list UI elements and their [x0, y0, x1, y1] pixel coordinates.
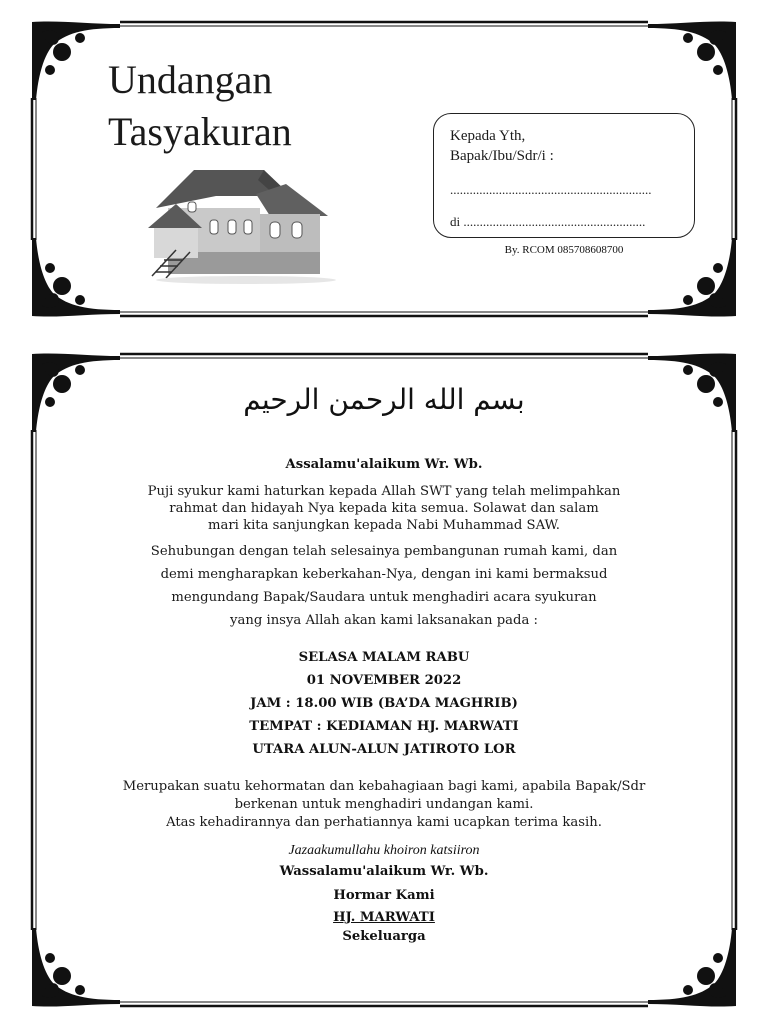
- event-time: JAM : 18.00 WIB (BA’DA MAGHRIB): [250, 696, 518, 711]
- house-illustration: [146, 166, 342, 284]
- prayer-text: Jazaakumullahu khoiron katsiiron: [288, 843, 480, 858]
- text-line: Atas kehadirannya dan perhatiannya kami ucapkan terima kasih.: [166, 815, 602, 830]
- designer-credit: By. RCOM 085708608700: [504, 244, 624, 256]
- paragraph-closing: [88, 778, 680, 832]
- invitation-card: [28, 350, 740, 1010]
- text-line: mengundang Bapak/Saudara untuk menghadiri acara syukuran: [171, 590, 597, 605]
- regards-text: Hormar Kami: [333, 888, 435, 903]
- host-name: HJ. MARWATI: [333, 910, 435, 925]
- recipient-place-line: di ........................................................: [450, 214, 646, 229]
- event-date: 01 NOVEMBER 2022: [306, 673, 462, 688]
- opening-greeting: Assalamu'alaikum Wr. Wb.: [285, 457, 483, 472]
- paragraph-invitation: [88, 540, 680, 632]
- text-line: berkenan untuk menghadiri undangan kami.: [234, 797, 534, 812]
- closing-greeting: Wassalamu'alaikum Wr. Wb.: [279, 864, 489, 879]
- text-line: mari kita sanjungkan kepada Nabi Muhammad SAW.: [208, 518, 560, 533]
- corner-ornament-top-right: [644, 18, 740, 102]
- text-line: Sehubungan dengan telah selesainya pembangunan rumah kami, dan: [150, 544, 618, 559]
- cover-title-line2: Tasyakuran: [108, 109, 292, 154]
- event-place: TEMPAT : KEDIAMAN HJ. MARWATI: [249, 719, 519, 734]
- recipient-address-box: [433, 113, 695, 238]
- paragraph-gratitude: [88, 483, 680, 534]
- event-day: SELASA MALAM RABU: [298, 650, 470, 665]
- cover-card: [28, 18, 740, 320]
- corner-ornament-bottom-left: [28, 236, 124, 320]
- recipient-salutation: Bapak/Ibu/Sdr/i :: [450, 148, 554, 164]
- recipient-heading: Kepada Yth,: [450, 128, 526, 144]
- text-line: Merupakan suatu kehormatan dan kebahagiaan bagi kami, apabila Bapak/Sdr: [122, 779, 646, 794]
- text-line: rahmat dan hidayah Nya kepada kita semua. Solawat dan salam: [169, 501, 599, 516]
- recipient-name-line: ..............................................................: [450, 182, 652, 197]
- text-line: yang insya Allah akan kami laksanakan pada :: [230, 613, 538, 628]
- event-details: [88, 646, 680, 761]
- basmalah-calligraphy: بسم الله الرحمن الرحيم: [243, 383, 525, 416]
- event-address: UTARA ALUN-ALUN JATIROTO LOR: [252, 742, 516, 757]
- text-line: demi mengharapkan keberkahan-Nya, dengan ini kami bermaksud: [160, 567, 608, 582]
- text-line: Puji syukur kami haturkan kepada Allah SWT yang telah melimpahkan: [147, 484, 621, 499]
- host-family: Sekeluarga: [342, 929, 426, 944]
- cover-title-line1: Undangan: [108, 57, 273, 102]
